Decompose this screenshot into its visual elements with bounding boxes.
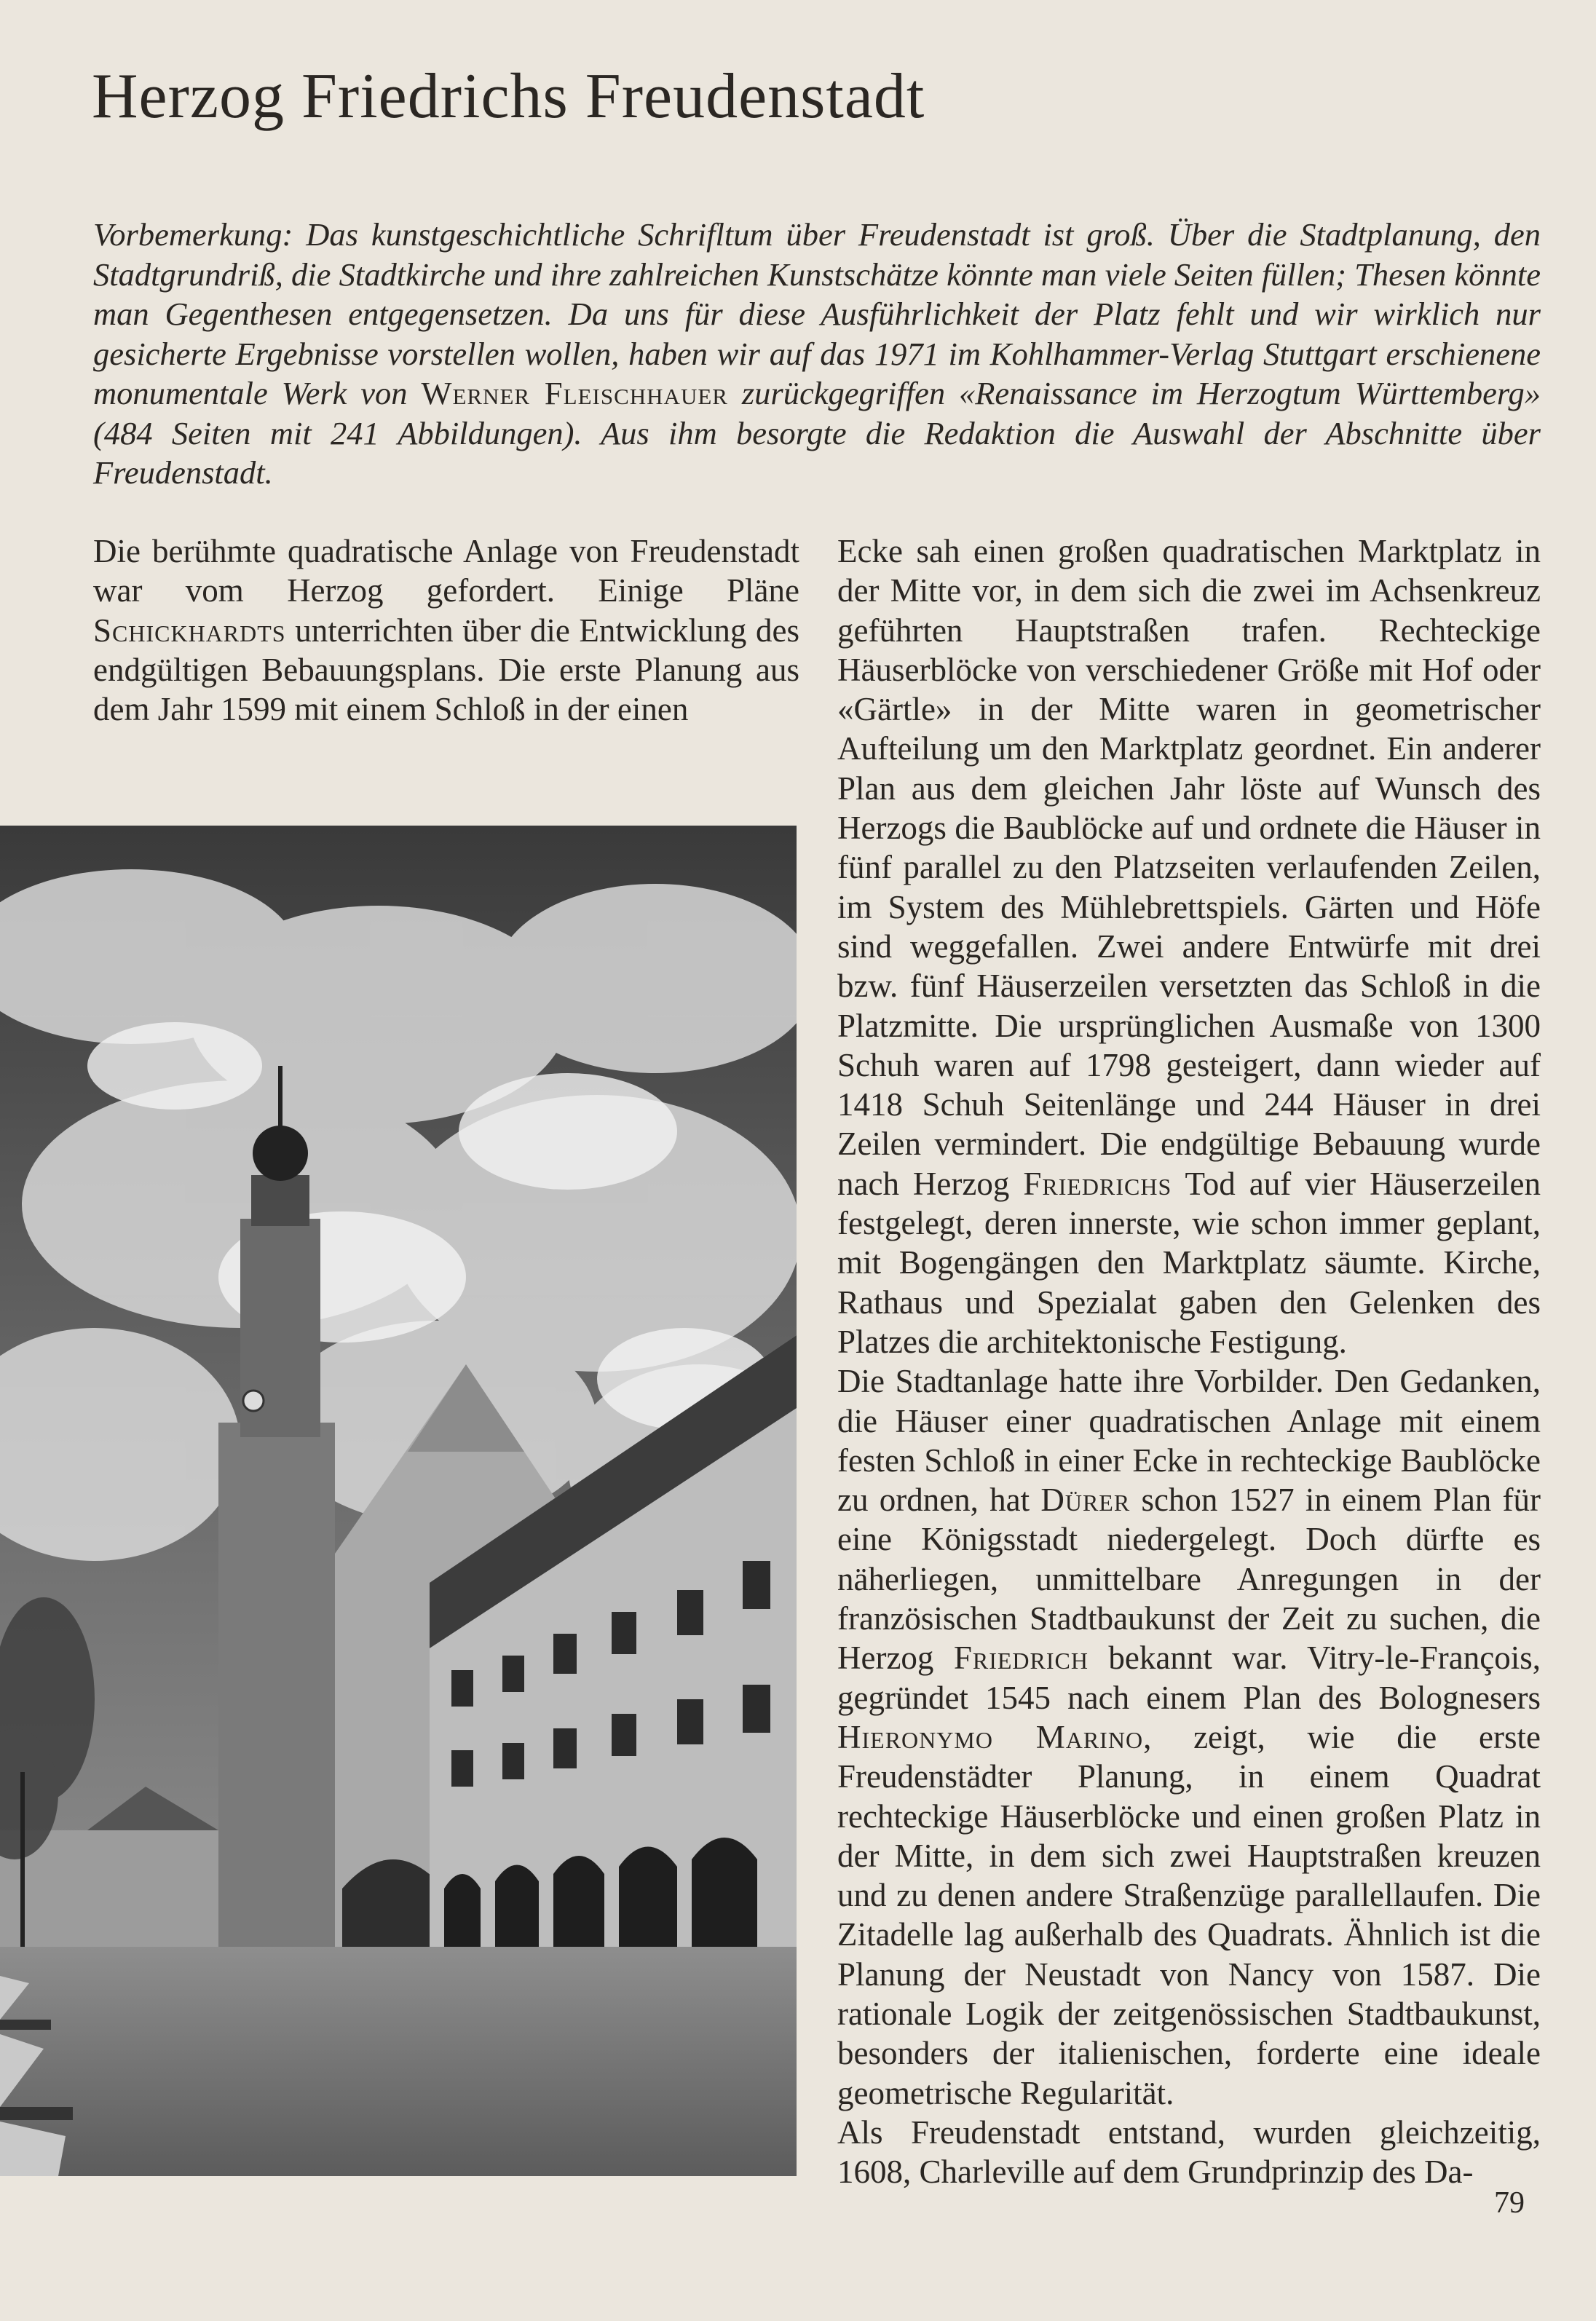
person-name-duerer: Dürer [1040, 1482, 1131, 1519]
person-name-marino: Hieronymo Marino [837, 1718, 1144, 1755]
photo-freudenstadt-market-square [0, 826, 797, 2176]
left-paragraph [93, 531, 799, 729]
right-text-2a: Die Stadtanlage hatte ihre Vorbilder. Den Gedanken, die Häuser einer quadratischen Anlage mit einem festen Schloß in einer Ecke in rechteckige Baublöcke zu ordnen, hat [837, 1363, 1541, 1519]
page-title: Herzog Friedrichs Freudenstadt [92, 61, 925, 132]
person-name-friedrichs: Friedrichs [1023, 1165, 1172, 1202]
right-paragraph-1 [837, 531, 1541, 1361]
preface-author-name: Werner Fleischhauer [421, 375, 728, 411]
right-column-text [837, 531, 1541, 2191]
preface-text-1: Vorbemerkung: Das kunstgeschichtliche Schrifltum über Freudenstadt ist groß. Über die Stadtplanung, den Stadtgrundriß, die Stadtkirche und ihre zahlreichen Kunstschätze könnte man viele Seiten füllen; Thesen könnte man Gegenthesen entgegensetzen. Da uns für diese Ausführlichkeit der Platz fehlt und wir wirklich nur gesicherte Ergebnisse vorstellen wollen, haben wir auf das 1971 im Kohlhammer-Verlag Stuttgart erschienene monumentale Werk von [93, 216, 1541, 411]
right-paragraph-2 [837, 1361, 1541, 2113]
right-text-2c: bekannt war. Vitry-le-François, gegründet 1545 nach einem Plan des Bolognesers [837, 1640, 1541, 1716]
left-text-b: unterrichten über die Entwicklung des endgültigen Bebauungsplans. Die erste Planung aus dem Jahr 1599 mit einem Schloß in der einen [93, 612, 799, 728]
left-text-a: Die berühmte quadratische Anlage von Freudenstadt war vom Herzog gefordert. Einige Pläne [93, 533, 799, 609]
person-name-friedrich: Friedrich [953, 1640, 1089, 1677]
right-text-1a: Ecke sah einen großen quadratischen Marktplatz in der Mitte vor, in dem sich die zwei im Achsenkreuz geführten Hauptstraßen trafen. Rechteckige Häuserblöcke von verschiedener Größe mit Hof oder «Gärtle» in der Mitte waren in geometrischer Aufteilung um den Marktplatz geordnet. Ein anderer Plan aus dem gleichen Jahr löste auf Wunsch des Herzogs die Baublöcke auf und ordnete die Häuser in fünf parallel zu den Platzseiten verlaufenden Zeilen, im System des Mühlebrettspiels. Gärten und Höfe sind weggefallen. Zwei andere Entwürfe mit drei bzw. fünf Häuserzeilen versetzten das Schloß in die Platzmitte. Die ursprünglichen Ausmaße von 1300 Schuh waren auf 1798 gesteigert, dann wieder auf 1418 Schuh Seitenlänge und 244 Häuser in drei Zeilen vermindert. Die endgültige Bebauung wurde nach Herzog [837, 533, 1541, 1202]
preface-note [93, 215, 1541, 493]
right-text-1b: Tod auf vier Häuserzeilen festgelegt, deren innerste, wie schon immer geplant, mit Bogengängen den Marktplatz säumte. Kirche, Rathaus und Spezialat gaben den Gelenken des Platzes die architektonische Festigung. [837, 1165, 1541, 1360]
right-paragraph-3: Als Freudenstadt entstand, wurden gleichzeitig, 1608, Charleville auf dem Grundprinzip des Da- [837, 2114, 1541, 2191]
left-column-text [93, 531, 799, 729]
right-text-2d: , zeigt, wie die erste Freudenstädter Planung, in einem Quadrat rechteckige Häuserblöcke und einen großen Platz in der Mitte, in dem sich zwei Hauptstraßen kreuzen und zu denen andere Straßenzüge parallellaufen. Die Zitadelle lag außerhalb des Quadrats. Ähnlich ist die Planung der Neustadt von Nancy von 1587. Die rationale Logik der zeitgenössischen Stadtbaukunst, besonders der italienischen, forderte eine ideale geometrische Regularität. [837, 1718, 1541, 2111]
person-name-schickhardt: Schickhardts [93, 612, 286, 649]
page-number: 79 [1494, 2186, 1525, 2220]
right-text-2b: schon 1527 in einem Plan für eine Königsstadt niedergelegt. Doch dürfte es näherliegen, unmittelbare Anregungen in der französischen Stadtbaukunst der Zeit zu suchen, die Herzog [837, 1482, 1541, 1677]
preface-text-2: zurückgegriffen «Renaissance im Herzogtum Württemberg» (484 Seiten mit 241 Abbildungen). Aus ihm besorgte die Redaktion die Auswahl der Abschnitte über Freudenstadt. [93, 375, 1541, 491]
